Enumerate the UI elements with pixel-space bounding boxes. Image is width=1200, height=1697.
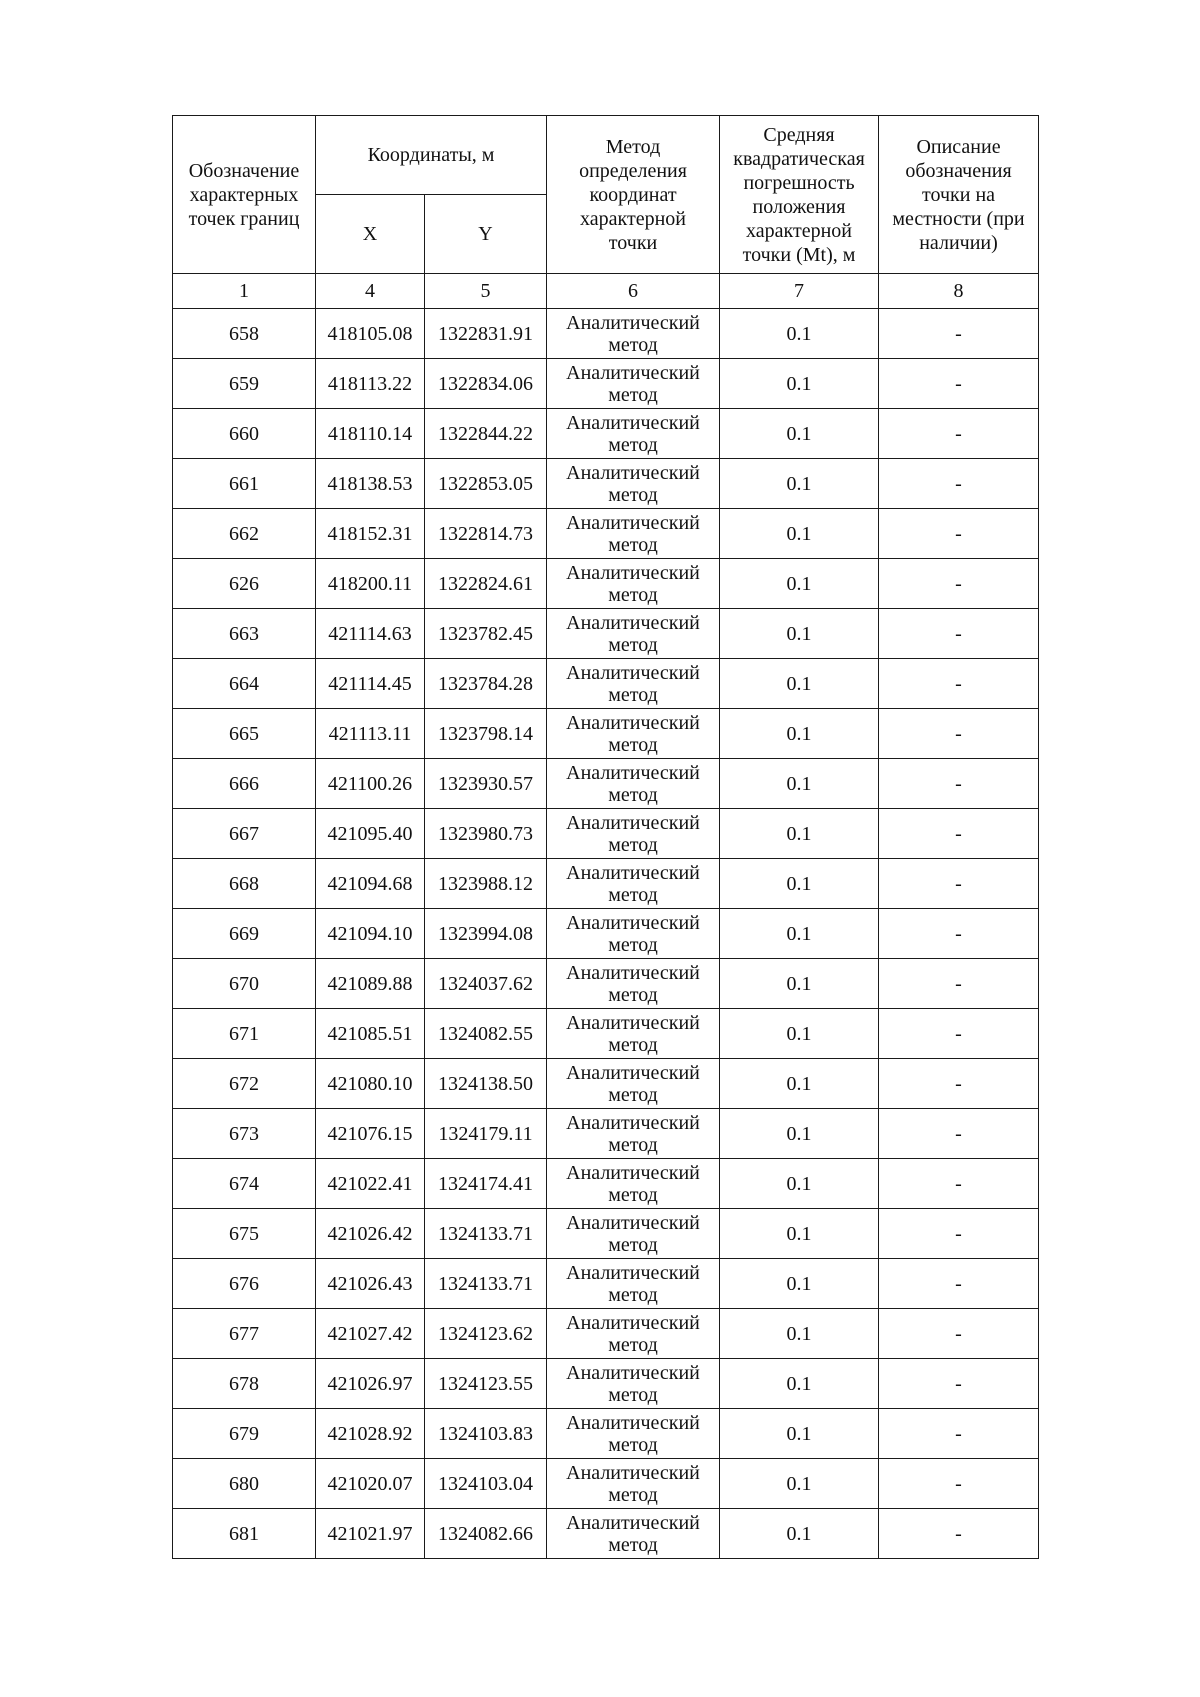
point-id-cell: 666 [173, 759, 316, 809]
table-row [173, 1159, 1039, 1209]
method-line-2: метод [608, 733, 658, 756]
table-row [173, 709, 1039, 759]
description-cell: - [879, 809, 1039, 859]
mt-error-cell: 0.1 [720, 659, 879, 709]
method-line-2: метод [608, 333, 658, 356]
x-coordinate-cell: 421114.45 [316, 659, 425, 709]
description-cell: - [879, 359, 1039, 409]
point-id-cell: 671 [173, 1009, 316, 1059]
method-line-1: Аналитический [566, 1011, 700, 1034]
description-cell: - [879, 909, 1039, 959]
table-row [173, 659, 1039, 709]
method-cell [547, 409, 720, 459]
mt-error-cell: 0.1 [720, 609, 879, 659]
method-cell [547, 309, 720, 359]
point-id-cell: 661 [173, 459, 316, 509]
y-coordinate-cell: 1324133.71 [425, 1209, 547, 1259]
x-coordinate-cell: 421113.11 [316, 709, 425, 759]
method-line-2: метод [608, 383, 658, 406]
table-row [173, 409, 1039, 459]
method-line-2: метод [608, 483, 658, 506]
point-id-cell: 662 [173, 509, 316, 559]
method-line-1: Аналитический [566, 361, 700, 384]
header-method: Метод определения координат характерной точки [547, 116, 720, 274]
method-cell [547, 959, 720, 1009]
y-coordinate-cell: 1322834.06 [425, 359, 547, 409]
x-coordinate-cell: 421114.63 [316, 609, 425, 659]
mt-error-cell: 0.1 [720, 1359, 879, 1409]
table-row [173, 459, 1039, 509]
column-number: 5 [425, 274, 547, 309]
table-row [173, 1409, 1039, 1459]
x-coordinate-cell: 421021.97 [316, 1509, 425, 1559]
point-id-cell: 677 [173, 1309, 316, 1359]
table-row [173, 609, 1039, 659]
table-row [173, 959, 1039, 1009]
x-coordinate-cell: 421028.92 [316, 1409, 425, 1459]
table-row [173, 509, 1039, 559]
mt-error-cell: 0.1 [720, 809, 879, 859]
mt-error-cell: 0.1 [720, 1109, 879, 1159]
description-cell: - [879, 709, 1039, 759]
method-line-1: Аналитический [566, 1261, 700, 1284]
method-line-1: Аналитический [566, 1111, 700, 1134]
y-coordinate-cell: 1324123.55 [425, 1359, 547, 1409]
method-line-1: Аналитический [566, 961, 700, 984]
point-id-cell: 658 [173, 309, 316, 359]
mt-error-cell: 0.1 [720, 1059, 879, 1109]
column-number: 1 [173, 274, 316, 309]
mt-error-cell: 0.1 [720, 1309, 879, 1359]
method-line-1: Аналитический [566, 561, 700, 584]
y-coordinate-cell: 1323798.14 [425, 709, 547, 759]
method-line-1: Аналитический [566, 1311, 700, 1334]
y-coordinate-cell: 1324037.62 [425, 959, 547, 1009]
y-coordinate-cell: 1324123.62 [425, 1309, 547, 1359]
table-row [173, 1509, 1039, 1559]
point-id-cell: 660 [173, 409, 316, 459]
mt-error-cell: 0.1 [720, 1009, 879, 1059]
description-cell: - [879, 509, 1039, 559]
point-id-cell: 681 [173, 1509, 316, 1559]
mt-error-cell: 0.1 [720, 309, 879, 359]
method-line-2: метод [608, 1133, 658, 1156]
method-cell [547, 1159, 720, 1209]
point-id-cell: 680 [173, 1459, 316, 1509]
method-line-2: метод [608, 883, 658, 906]
method-cell [547, 1109, 720, 1159]
description-cell: - [879, 1509, 1039, 1559]
point-id-cell: 679 [173, 1409, 316, 1459]
description-cell: - [879, 1159, 1039, 1209]
table-row [173, 1109, 1039, 1159]
method-line-2: метод [608, 583, 658, 606]
point-id-cell: 659 [173, 359, 316, 409]
method-cell [547, 459, 720, 509]
table-row [173, 559, 1039, 609]
header-error: Средняя квадратическая погрешность положения характерной точки (Mt), м [720, 116, 879, 274]
y-coordinate-cell: 1324174.41 [425, 1159, 547, 1209]
x-coordinate-cell: 421094.68 [316, 859, 425, 909]
y-coordinate-cell: 1323988.12 [425, 859, 547, 909]
description-cell: - [879, 1059, 1039, 1109]
method-cell [547, 659, 720, 709]
method-line-2: метод [608, 833, 658, 856]
point-id-cell: 668 [173, 859, 316, 909]
description-cell: - [879, 1209, 1039, 1259]
method-line-1: Аналитический [566, 1161, 700, 1184]
method-cell [547, 509, 720, 559]
mt-error-cell: 0.1 [720, 359, 879, 409]
method-line-1: Аналитический [566, 1361, 700, 1384]
description-cell: - [879, 659, 1039, 709]
x-coordinate-cell: 421026.42 [316, 1209, 425, 1259]
mt-error-cell: 0.1 [720, 759, 879, 809]
method-line-2: метод [608, 1283, 658, 1306]
y-coordinate-cell: 1324133.71 [425, 1259, 547, 1309]
table-row [173, 1309, 1039, 1359]
x-coordinate-cell: 421022.41 [316, 1159, 425, 1209]
mt-error-cell: 0.1 [720, 959, 879, 1009]
method-cell [547, 359, 720, 409]
method-cell [547, 559, 720, 609]
description-cell: - [879, 1409, 1039, 1459]
column-number: 4 [316, 274, 425, 309]
method-line-1: Аналитический [566, 1461, 700, 1484]
header-x: X [316, 195, 425, 274]
point-id-cell: 670 [173, 959, 316, 1009]
description-cell: - [879, 1309, 1039, 1359]
x-coordinate-cell: 418200.11 [316, 559, 425, 609]
point-id-cell: 626 [173, 559, 316, 609]
mt-error-cell: 0.1 [720, 1459, 879, 1509]
description-cell: - [879, 1009, 1039, 1059]
method-cell [547, 1309, 720, 1359]
x-coordinate-cell: 421094.10 [316, 909, 425, 959]
x-coordinate-cell: 421020.07 [316, 1459, 425, 1509]
y-coordinate-cell: 1324082.55 [425, 1009, 547, 1059]
method-line-1: Аналитический [566, 911, 700, 934]
x-coordinate-cell: 418110.14 [316, 409, 425, 459]
table-row [173, 1359, 1039, 1409]
method-cell [547, 1259, 720, 1309]
method-line-2: метод [608, 1533, 658, 1556]
y-coordinate-cell: 1323784.28 [425, 659, 547, 709]
x-coordinate-cell: 421100.26 [316, 759, 425, 809]
boundary-points-table [172, 115, 1039, 1559]
table-body [173, 309, 1039, 1559]
mt-error-cell: 0.1 [720, 859, 879, 909]
point-id-cell: 673 [173, 1109, 316, 1159]
description-cell: - [879, 959, 1039, 1009]
mt-error-cell: 0.1 [720, 459, 879, 509]
method-line-2: метод [608, 983, 658, 1006]
point-id-cell: 664 [173, 659, 316, 709]
method-line-1: Аналитический [566, 1061, 700, 1084]
point-id-cell: 674 [173, 1159, 316, 1209]
description-cell: - [879, 1259, 1039, 1309]
method-cell [547, 1359, 720, 1409]
method-line-2: метод [608, 1183, 658, 1206]
point-id-cell: 665 [173, 709, 316, 759]
method-cell [547, 1009, 720, 1059]
method-line-1: Аналитический [566, 1511, 700, 1534]
column-numbers-row [173, 274, 1039, 309]
method-cell [547, 1459, 720, 1509]
method-line-1: Аналитический [566, 511, 700, 534]
method-cell [547, 609, 720, 659]
description-cell: - [879, 309, 1039, 359]
table-row [173, 909, 1039, 959]
x-coordinate-cell: 421095.40 [316, 809, 425, 859]
method-cell [547, 809, 720, 859]
y-coordinate-cell: 1322814.73 [425, 509, 547, 559]
x-coordinate-cell: 418113.22 [316, 359, 425, 409]
x-coordinate-cell: 421089.88 [316, 959, 425, 1009]
method-cell [547, 909, 720, 959]
y-coordinate-cell: 1324179.11 [425, 1109, 547, 1159]
method-line-1: Аналитический [566, 1411, 700, 1434]
method-line-2: метод [608, 933, 658, 956]
table-row [173, 759, 1039, 809]
description-cell: - [879, 609, 1039, 659]
method-cell [547, 1409, 720, 1459]
method-line-1: Аналитический [566, 711, 700, 734]
mt-error-cell: 0.1 [720, 509, 879, 559]
description-cell: - [879, 559, 1039, 609]
method-line-2: метод [608, 1083, 658, 1106]
table-row [173, 1059, 1039, 1109]
table-row [173, 1459, 1039, 1509]
x-coordinate-cell: 421026.97 [316, 1359, 425, 1409]
table-row [173, 859, 1039, 909]
y-coordinate-cell: 1324103.04 [425, 1459, 547, 1509]
mt-error-cell: 0.1 [720, 909, 879, 959]
table-row [173, 1259, 1039, 1309]
method-line-2: метод [608, 783, 658, 806]
method-line-2: метод [608, 1333, 658, 1356]
table-row [173, 309, 1039, 359]
method-line-1: Аналитический [566, 311, 700, 334]
point-id-cell: 672 [173, 1059, 316, 1109]
y-coordinate-cell: 1323980.73 [425, 809, 547, 859]
point-id-cell: 667 [173, 809, 316, 859]
method-cell [547, 1059, 720, 1109]
y-coordinate-cell: 1322824.61 [425, 559, 547, 609]
header-description: Описание обозначения точки на местности (при наличии) [879, 116, 1039, 274]
column-number: 6 [547, 274, 720, 309]
y-coordinate-cell: 1324103.83 [425, 1409, 547, 1459]
mt-error-cell: 0.1 [720, 1209, 879, 1259]
y-coordinate-cell: 1324138.50 [425, 1059, 547, 1109]
method-line-2: метод [608, 633, 658, 656]
description-cell: - [879, 459, 1039, 509]
description-cell: - [879, 1459, 1039, 1509]
description-cell: - [879, 859, 1039, 909]
y-coordinate-cell: 1322831.91 [425, 309, 547, 359]
method-line-1: Аналитический [566, 811, 700, 834]
method-line-2: метод [608, 533, 658, 556]
method-line-2: метод [608, 1033, 658, 1056]
method-line-2: метод [608, 1433, 658, 1456]
mt-error-cell: 0.1 [720, 409, 879, 459]
method-line-2: метод [608, 433, 658, 456]
method-cell [547, 759, 720, 809]
method-cell [547, 859, 720, 909]
y-coordinate-cell: 1322844.22 [425, 409, 547, 459]
method-line-1: Аналитический [566, 461, 700, 484]
method-line-2: метод [608, 683, 658, 706]
method-line-2: метод [608, 1233, 658, 1256]
method-line-2: метод [608, 1483, 658, 1506]
x-coordinate-cell: 418152.31 [316, 509, 425, 559]
mt-error-cell: 0.1 [720, 1509, 879, 1559]
description-cell: - [879, 759, 1039, 809]
header-designation: Обозначение характерных точек границ [173, 116, 316, 274]
header-row-1 [173, 116, 1039, 195]
mt-error-cell: 0.1 [720, 709, 879, 759]
method-cell [547, 709, 720, 759]
description-cell: - [879, 409, 1039, 459]
x-coordinate-cell: 421080.10 [316, 1059, 425, 1109]
mt-error-cell: 0.1 [720, 1409, 879, 1459]
mt-error-cell: 0.1 [720, 1159, 879, 1209]
method-cell [547, 1509, 720, 1559]
y-coordinate-cell: 1323930.57 [425, 759, 547, 809]
column-number: 8 [879, 274, 1039, 309]
point-id-cell: 678 [173, 1359, 316, 1409]
point-id-cell: 663 [173, 609, 316, 659]
x-coordinate-cell: 418105.08 [316, 309, 425, 359]
y-coordinate-cell: 1323782.45 [425, 609, 547, 659]
method-line-1: Аналитический [566, 861, 700, 884]
x-coordinate-cell: 421027.42 [316, 1309, 425, 1359]
x-coordinate-cell: 418138.53 [316, 459, 425, 509]
x-coordinate-cell: 421076.15 [316, 1109, 425, 1159]
header-y: Y [425, 195, 547, 274]
mt-error-cell: 0.1 [720, 1259, 879, 1309]
column-number: 7 [720, 274, 879, 309]
method-line-1: Аналитический [566, 761, 700, 784]
method-line-2: метод [608, 1383, 658, 1406]
method-line-1: Аналитический [566, 411, 700, 434]
table-row [173, 1209, 1039, 1259]
point-id-cell: 669 [173, 909, 316, 959]
y-coordinate-cell: 1323994.08 [425, 909, 547, 959]
table-row [173, 359, 1039, 409]
method-cell [547, 1209, 720, 1259]
description-cell: - [879, 1359, 1039, 1409]
table-row [173, 1009, 1039, 1059]
point-id-cell: 675 [173, 1209, 316, 1259]
method-line-1: Аналитический [566, 1211, 700, 1234]
method-line-1: Аналитический [566, 661, 700, 684]
table-row [173, 809, 1039, 859]
description-cell: - [879, 1109, 1039, 1159]
x-coordinate-cell: 421085.51 [316, 1009, 425, 1059]
point-id-cell: 676 [173, 1259, 316, 1309]
x-coordinate-cell: 421026.43 [316, 1259, 425, 1309]
mt-error-cell: 0.1 [720, 559, 879, 609]
header-coordinates: Координаты, м [316, 116, 547, 195]
y-coordinate-cell: 1324082.66 [425, 1509, 547, 1559]
method-line-1: Аналитический [566, 611, 700, 634]
y-coordinate-cell: 1322853.05 [425, 459, 547, 509]
